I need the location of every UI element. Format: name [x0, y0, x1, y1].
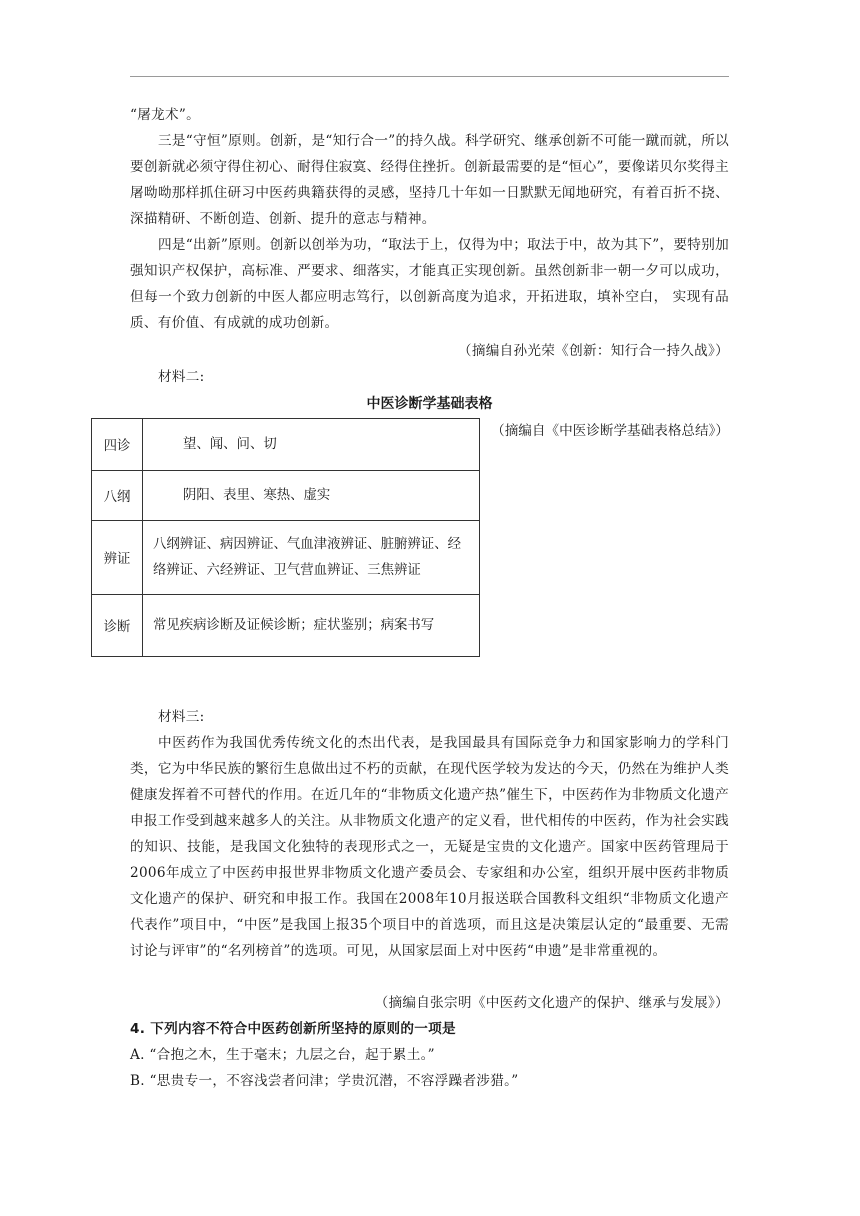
source-citation-3: （摘编自张宗明《中医药文化遗产的保护、继承与发展》）	[374, 995, 729, 1011]
source-citation-1: （摘编自孙光荣《创新：知行合一持久战》）	[457, 343, 729, 359]
header-rule	[130, 76, 729, 77]
table-title: 中医诊断学基础表格	[366, 396, 493, 412]
paragraph-fragment: “屠龙术”。	[130, 107, 201, 123]
row-header: 八纲	[92, 471, 143, 521]
table-row	[92, 595, 480, 657]
option-a: A. “合抱之木，生于毫末；九层之台，起于累土。”	[130, 1047, 435, 1063]
row-content: 常见疾病诊断及证候诊断；症状鉴别；病案书写	[143, 595, 480, 657]
table-row	[92, 419, 480, 471]
row-content: 八纲辨证、病因辨证、气血津液辨证、脏腑辨证、经络辨证、六经辨证、卫气营血辨证、三焦辨证	[143, 521, 480, 595]
row-content: 阴阳、表里、寒热、虚实	[143, 471, 480, 521]
table-row	[92, 471, 480, 521]
row-header: 辨证	[92, 521, 143, 595]
row-content: 望、闻、问、切	[143, 419, 480, 471]
table-row	[92, 521, 480, 595]
paragraph-principle-3: 三是“守恒”原则。创新，是“知行合一”的持久战。科学研究、继承创新不可能一蹴而就，所以要创新就必须守得住初心、耐得住寂寞、经得住挫折。创新最需要的是“恒心”，要像诺贝尔奖得主屠呦呦那样抓住研习中医药典籍获得的灵感，坚持几十年如一日默默无闻地研究，有着百折不挠、深描精研、不断创造、创新、提升的意志与精神。	[130, 133, 729, 227]
diagnosis-table	[91, 418, 480, 657]
row-header: 四诊	[92, 419, 143, 471]
option-b: B. “思贵专一，不容浅尝者问津；学贵沉潜，不容浮躁者涉猎。”	[130, 1073, 519, 1089]
material-3-body: 中医药作为我国优秀传统文化的杰出代表，是我国最具有国际竞争力和国家影响力的学科门类，它为中华民族的繁衍生息做出过不朽的贡献，在现代医学较为发达的今天，仍然在为维护人类健康发挥着不可替代的作用。在近几年的“非物质文化遗产热”催生下，中医药作为非物质文化遗产申报工作受到越来越多人的关注。从非物质文化遗产的定义看，世代相传的中医药，作为社会实践的知识、技能，是我国文化独特的表现形式之一，无疑是宝贵的文化遗产。国家中医药管理局于2006年成立了中医药申报世界非物质文化遗产委员会、专家组和办公室，组织开展中医药非物质文化遗产的保护、研究和申报工作。我国在2008年10月报送联合国教科文组织“非物质文化遗产代表作”项目中，“中医”是我国上报35个项目中的首选项，而且这是决策层认定的“最重要、无需讨论与评审”的“名列榜首”的选项。可见，从国家层面上对中医药“申遗”是非常重视的。	[130, 735, 729, 959]
row-header: 诊断	[92, 595, 143, 657]
material-3-label: 材料三:	[158, 709, 205, 725]
material-2-label: 材料二:	[158, 369, 205, 385]
paragraph-principle-4: 四是“出新”原则。创新以创举为功，“取法于上，仅得为中；取法于中，故为其下”，要特别加强知识产权保护，高标准、严要求、细落实，才能真正实现创新。虽然创新非一朝一夕可以成功，但每一个致力创新的中医人都应明志笃行，以创新高度为追求，开拓进取，填补空白， 实现有品质、有价值、有成就的成功创新。	[130, 237, 729, 331]
question-stem: 4. 下列内容不符合中医药创新所坚持的原则的一项是	[130, 1021, 456, 1037]
table-source: （摘编自《中医诊断学基础表格总结》）	[491, 423, 729, 439]
